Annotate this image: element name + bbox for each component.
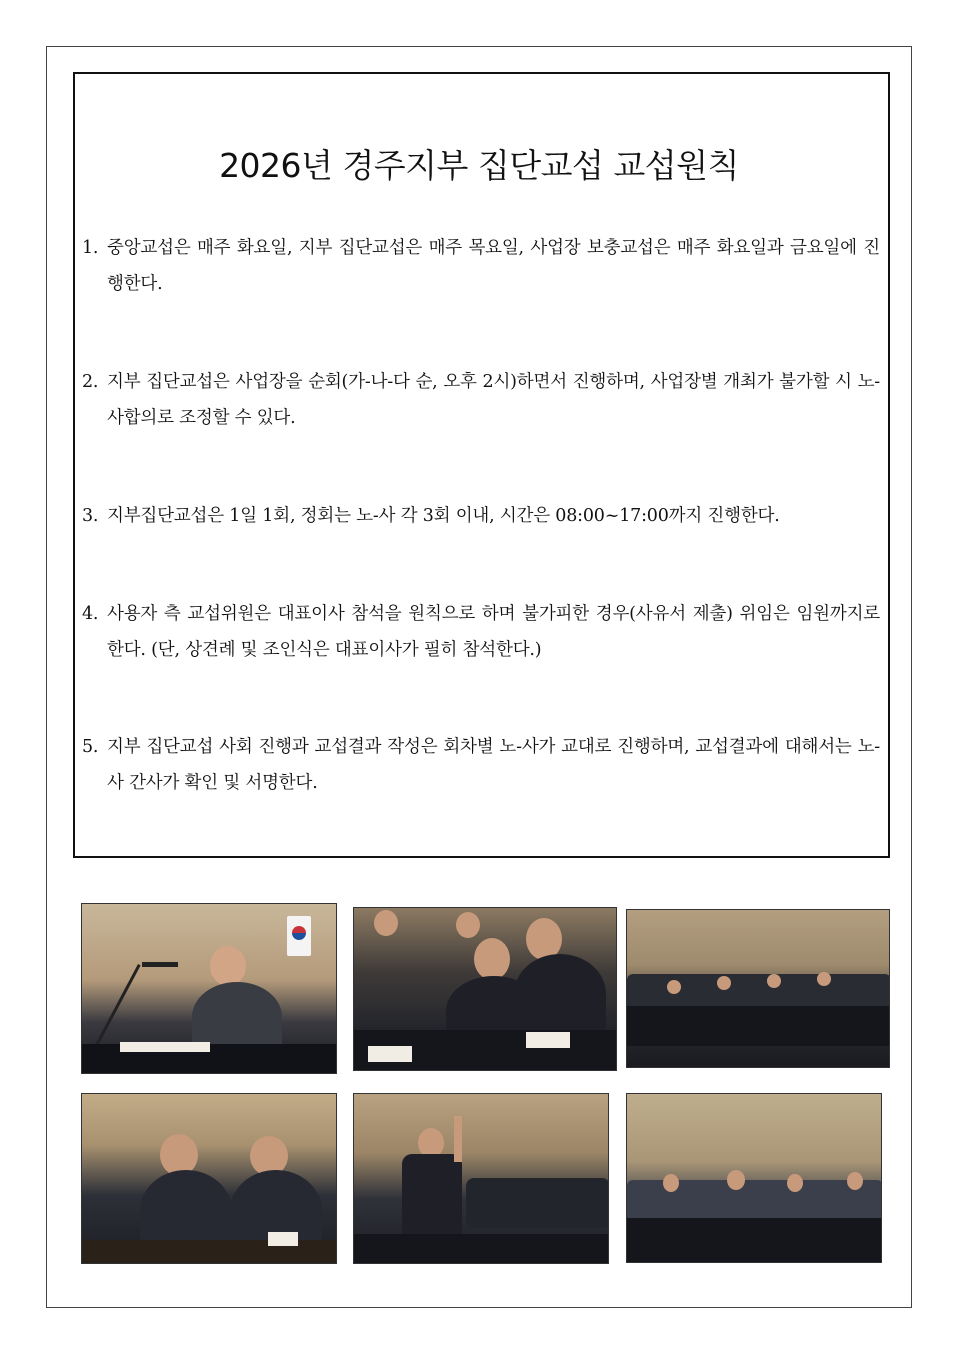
person-head bbox=[847, 1172, 863, 1190]
person-head bbox=[210, 946, 246, 986]
rule-number: 1. bbox=[82, 238, 99, 258]
photo-raised-fists bbox=[353, 1093, 609, 1264]
person-head bbox=[663, 1174, 679, 1192]
table bbox=[354, 1234, 608, 1264]
document-title: 2026년 경주지부 집단교섭 교섭원칙 bbox=[219, 146, 739, 185]
person-head bbox=[667, 980, 681, 994]
rule-text: 지부 집단교섭 사회 진행과 교섭결과 작성은 회차별 노-사가 교대로 진행하며, 교섭결과에 대해서는 노-사 간사가 확인 및 서명한다. bbox=[107, 737, 880, 793]
rule-text: 지부 집단교섭은 사업장을 순회(가-나-다 순, 오후 2시)하면서 진행하며, 사업장별 개최가 불가할 시 노-사합의로 조정할 수 있다. bbox=[107, 372, 880, 428]
rule-text: 중앙교섭은 매주 화요일, 지부 집단교섭은 매주 목요일, 사업장 보충교섭은 매주 화요일과 금요일에 진행한다. bbox=[107, 238, 880, 294]
person-body bbox=[514, 954, 606, 1034]
rule-item-2 bbox=[82, 364, 880, 436]
photo-two-members bbox=[81, 1093, 337, 1264]
nameplate bbox=[526, 1032, 570, 1048]
rule-item-1 bbox=[82, 230, 880, 302]
person-head bbox=[767, 974, 781, 988]
microphone bbox=[91, 964, 141, 1054]
paper-sheet bbox=[120, 1042, 210, 1052]
flag-emblem bbox=[292, 926, 306, 940]
rule-item-3 bbox=[82, 498, 880, 534]
person-head bbox=[787, 1174, 803, 1192]
person-head bbox=[474, 938, 510, 980]
raised-arm bbox=[454, 1116, 462, 1162]
photo-management-side bbox=[626, 1093, 882, 1263]
person-head bbox=[456, 912, 480, 938]
person-head bbox=[374, 910, 398, 936]
rule-number: 3. bbox=[82, 506, 99, 526]
photo-speaker-with-mic bbox=[81, 903, 337, 1074]
rule-number: 4. bbox=[82, 604, 99, 624]
rule-text: 지부집단교섭은 1일 1회, 정회는 노-사 각 3회 이내, 시간은 08:00~17:00까지 진행한다. bbox=[107, 506, 780, 526]
rule-text: 사용자 측 교섭위원은 대표이사 참석을 원칙으로 하며 불가피한 경우(사유서 제출) 위임은 임원까지로 한다. (단, 상견례 및 조인식은 대표이사가 필히 참석한다.) bbox=[107, 604, 880, 660]
table bbox=[627, 1218, 881, 1263]
photo-seated-members bbox=[353, 907, 617, 1071]
photo-meeting-hall bbox=[626, 909, 890, 1068]
person-head bbox=[717, 976, 731, 990]
table bbox=[627, 1006, 889, 1046]
rule-number: 5. bbox=[82, 737, 99, 757]
nameplate bbox=[368, 1046, 412, 1062]
person-head bbox=[817, 972, 831, 986]
rule-item-5 bbox=[82, 729, 880, 801]
rule-item-4 bbox=[82, 596, 880, 668]
microphone-head bbox=[142, 962, 178, 967]
audience-row bbox=[466, 1178, 609, 1228]
person-head bbox=[727, 1170, 745, 1190]
nameplate bbox=[268, 1232, 298, 1246]
rule-number: 2. bbox=[82, 372, 99, 392]
